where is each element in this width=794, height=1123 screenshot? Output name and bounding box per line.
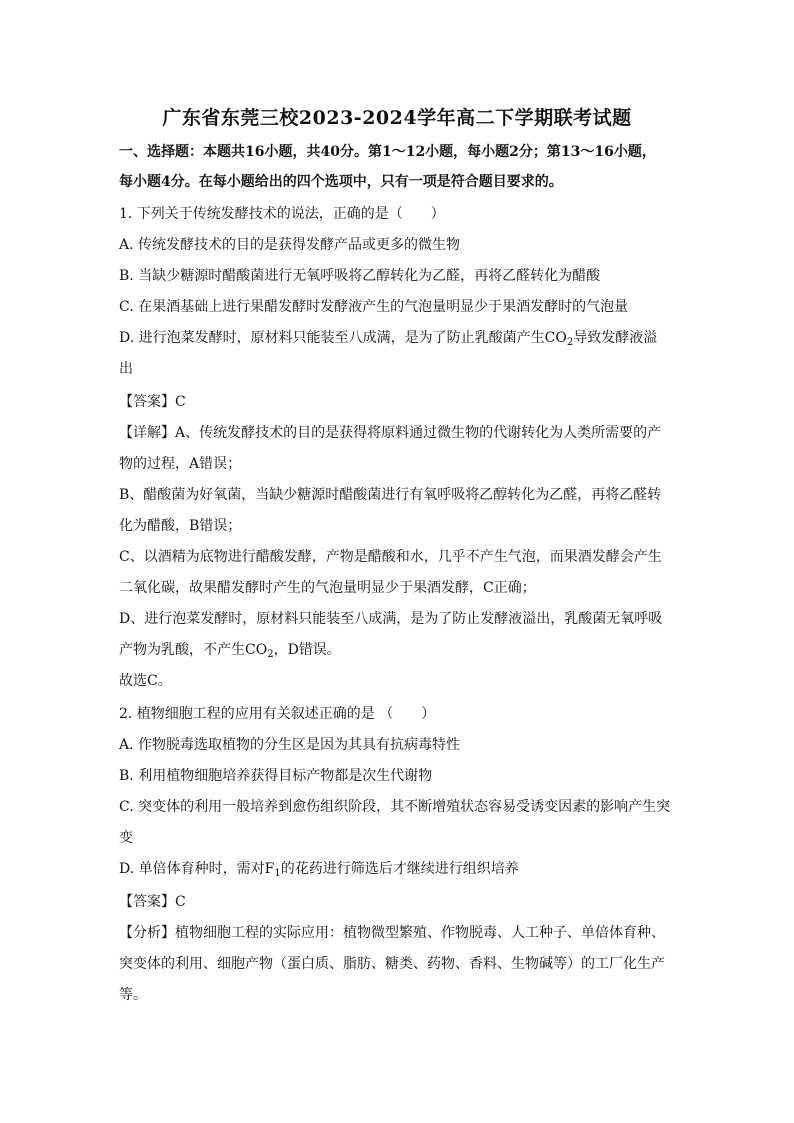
- question-1-explanation-1a: 【详解】A、传统发酵技术的目的是获得将原料通过微生物的代谢转化为人类所需要的产: [119, 425, 662, 441]
- question-1-option-b: B. 当缺少糖源时醋酸菌进行无氧呼吸将乙醇转化为乙醛，再将乙醛转化为醋酸: [119, 268, 601, 284]
- option-d-text-2: 导致发酵液溢: [573, 330, 658, 346]
- explanation-4b-text-2: ，D错误。: [273, 642, 341, 658]
- question-1-explanation-3b: 二氧化碳，故果醋发酵时产生的气泡量明显少于果酒发酵，C正确；: [119, 580, 536, 596]
- question-2-option-a: A. 作物脱毒选取植物的分生区是因为其具有抗病毒特性: [119, 737, 461, 753]
- question-2-option-d: [119, 859, 679, 879]
- question-2-option-b: B. 利用植物细胞培养获得目标产物都是次生代谢物: [119, 768, 433, 784]
- question-1-option-d-continued: 出: [119, 361, 133, 377]
- option-d-subscript: 2: [566, 337, 574, 348]
- question-2-option-c: C. 突变体的利用一般培养到愈伤组织阶段，其不断增殖状态容易受诱变因素的影响产生突: [119, 799, 671, 815]
- question-2-option-c-continued: 变: [119, 830, 133, 846]
- question-2-analysis-3: 等。: [119, 987, 147, 1003]
- question-1-explanation-3a: C、以酒精为底物进行醋酸发酵，产物是醋酸和水，几乎不产生气泡，而果酒发酵会产生: [119, 549, 662, 565]
- question-1-explanation-1b: 物的过程，A错误；: [119, 456, 242, 472]
- question-1-answer: 【答案】C: [119, 394, 186, 410]
- question-2-analysis-2: 突变体的利用、细胞产物（蛋白质、脂肪、糖类、药物、香料、生物碱等）的工厂化生产: [119, 956, 665, 972]
- question-1-explanation-4a: D、进行泡菜发酵时，原材料只能装至八成满，是为了防止发酵液溢出，乳酸菌无氧呼吸: [119, 611, 663, 627]
- question-1-explanation-4b: [119, 640, 679, 660]
- question-2-answer: 【答案】C: [119, 894, 186, 910]
- question-1-option-c: C. 在果酒基础上进行果醋发酵时发酵液产生的气泡量明显少于果酒发酵时的气泡量: [119, 299, 629, 315]
- question-1-option-a: A. 传统发酵技术的目的是获得发酵产品或更多的微生物: [119, 237, 461, 253]
- explanation-4b-subscript: 2: [267, 649, 274, 660]
- question-1-explanation-2b: 化为醋酸，B错误；: [119, 518, 242, 534]
- q2-option-d-text-2: 的花药进行筛选后才继续进行组织培养: [280, 861, 519, 877]
- section-instructions-line-1: 一、选择题：本题共16小题，共40分。第1～12小题，每小题2分；第13～16小题，: [119, 144, 656, 160]
- section-instructions-line-2: 每小题4分。在每小题给出的四个选项中，只有一项是符合题目要求的。: [119, 174, 563, 190]
- question-1-option-d: [119, 328, 679, 348]
- document-title: 广东省东莞三校2023-2024学年高二下学期联考试题: [162, 107, 632, 129]
- explanation-4b-text-1: 产物为乳酸，不产生CO: [119, 642, 268, 658]
- question-1-explanation-2a: B、醋酸菌为好氧菌，当缺少糖源时醋酸菌进行有氧呼吸将乙醇转化为乙醛，再将乙醛转: [119, 487, 662, 503]
- q2-option-d-subscript: 1: [274, 868, 281, 879]
- question-2-stem: 2. 植物细胞工程的应用有关叙述正确的是 （ ）: [119, 706, 436, 722]
- question-1-stem: 1. 下列关于传统发酵技术的说法，正确的是（ ）: [119, 206, 445, 222]
- question-2-analysis-1: 【分析】植物细胞工程的实际应用：植物微型繁殖、作物脱毒、人工种子、单倍体育种、: [119, 925, 665, 941]
- option-d-text-1: D. 进行泡菜发酵时，原材料只能装至八成满，是为了防止乳酸菌产生CO: [119, 330, 567, 346]
- q2-option-d-text-1: D. 单倍体育种时，需对F: [119, 861, 275, 877]
- question-1-conclusion: 故选C。: [119, 673, 172, 689]
